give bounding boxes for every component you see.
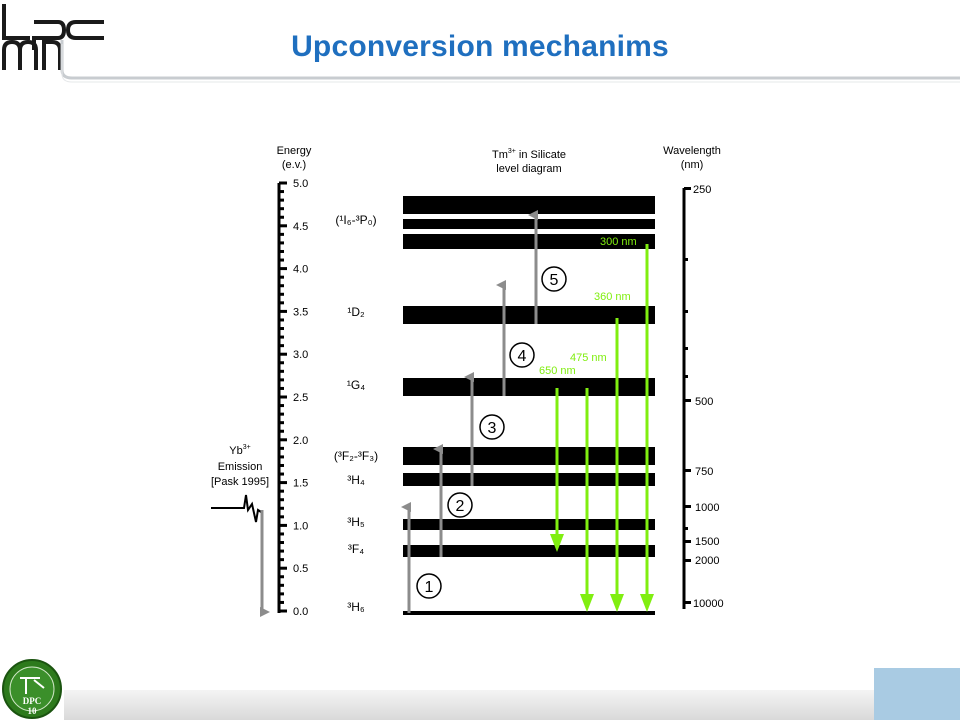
energy-minor-tick [279,464,284,467]
energy-major-tick [279,182,287,185]
energy-tick-label: 0.0 [293,606,309,618]
energy-major-tick [279,567,287,570]
level-label-3h6: ³H₆ [347,600,365,614]
energy-tick-label: 1.5 [293,477,309,490]
level-label-1g4: ¹G₄ [346,378,366,392]
energy-minor-tick [279,276,284,279]
energy-major-tick [279,267,287,270]
energy-minor-tick [279,284,284,287]
wavelength-axis-label: Wavelength [663,145,721,157]
energy-minor-tick [279,344,284,347]
energy-minor-tick [279,498,284,501]
diagram-title-host: in Silicate [515,149,567,161]
energy-minor-tick [279,550,284,553]
slide-title: Upconversion mechanims [291,30,669,63]
energy-minor-tick [279,558,284,561]
yb-emission-spectrum [211,495,261,522]
energy-tick-label: 5.0 [293,178,309,190]
energy-minor-tick [279,575,284,578]
energy-minor-tick [279,387,284,390]
energy-minor-tick [279,430,284,433]
energy-tick-label: 1.0 [293,520,309,533]
energy-major-tick [279,610,287,613]
wavelength-tick-1000: 1000 [695,502,720,514]
energy-minor-tick [279,413,284,416]
energy-minor-tick [279,592,284,595]
energy-minor-tick [279,370,284,373]
wavelength-tick-250: 250 [693,184,712,196]
level-label-3h5: ³H₅ [347,515,365,529]
yb-charge: 3+ [242,444,251,451]
energy-minor-tick [279,584,284,587]
energy-minor-tick [279,473,284,476]
energy-minor-tick [279,490,284,493]
wavelength-tick-2000: 2000 [695,555,720,567]
emission-label-650nm: 650 nm [539,365,576,377]
energy-major-tick [279,481,287,484]
step-number-3: 3 [487,420,497,437]
energy-minor-tick [279,404,284,407]
diagram-title [492,148,566,161]
energy-tick-label: 3.0 [293,349,309,362]
energy-minor-tick [279,327,284,330]
energy-minor-tick [279,532,284,535]
energy-minor-tick [279,216,284,219]
energy-minor-tick [279,336,284,339]
level-label-3f4: ³F₄ [347,542,365,556]
step-number-4: 4 [517,348,527,365]
step-number-1: 1 [424,579,434,596]
diagram-title-charge: 3+ [507,148,516,155]
energy-minor-tick [279,421,284,424]
footer-bar [64,690,960,720]
emission-label-475nm: 475 nm [570,352,607,364]
diagram-subtitle: level diagram [496,163,562,175]
emission-head-360nm [610,594,624,612]
badge-text-number: 10 [27,706,37,716]
yb-label-emission: Emission [217,461,263,473]
energy-tick-label: 4.5 [293,220,309,233]
emission-head-475nm [580,594,594,612]
emission-label-360nm: 360 nm [594,291,631,303]
energy-minor-tick [279,601,284,604]
wavelength-tick-1500: 1500 [695,536,720,548]
energy-tick-label: 4.0 [293,263,309,276]
energy-minor-tick [279,301,284,304]
energy-tick-label: 2.5 [293,392,309,404]
energy-axis-unit: (e.v.) [281,159,307,171]
step-number-5: 5 [549,272,559,289]
yb-label-ion [229,444,250,457]
wavelength-tick-500: 500 [695,396,714,408]
energy-minor-tick [279,259,284,262]
emission-head-300nm [640,594,654,612]
emission-label-300nm: 300 nm [600,236,637,248]
energy-tick-label: 0.5 [293,563,309,576]
level-bar-3h6 [403,611,655,615]
energy-major-tick [279,396,287,399]
energy-tick-label: 2.0 [293,434,309,447]
diagram-title-ion: Tm [491,149,508,161]
energy-minor-tick [279,378,284,381]
energy-minor-tick [279,233,284,236]
badge-text-dpc: DPC [22,696,42,706]
energy-minor-tick [279,455,284,458]
step-number-2: 2 [455,498,465,515]
energy-minor-tick [279,250,284,253]
wavelength-tick-10000: 10000 [693,598,724,610]
yb-ion: Yb [229,445,243,457]
level-label-3f2-3f3: (³F₂-³F₃) [333,449,379,463]
level-label-1i6-3p0: (¹I₆-³P₀) [335,213,377,227]
wavelength-tick-750: 750 [695,466,714,478]
level-bar-1i6-3p0-b [403,219,655,229]
energy-tick-label: 3.5 [293,306,309,319]
energy-minor-tick [279,515,284,518]
energy-minor-tick [279,199,284,202]
energy-major-tick [279,524,287,527]
energy-major-tick [279,224,287,227]
energy-minor-tick [279,318,284,321]
level-bar-1i6-3p0-a [403,196,655,214]
energy-minor-tick [279,241,284,244]
energy-major-tick [279,438,287,441]
energy-axis-label: Energy [276,145,312,157]
level-label-3h4: ³H₄ [347,473,365,487]
energy-minor-tick [279,541,284,544]
level-label-1d2: ¹D₂ [347,305,365,319]
energy-minor-tick [279,507,284,510]
energy-minor-tick [279,447,284,450]
wavelength-axis-unit: (nm) [680,159,704,171]
energy-minor-tick [279,293,284,296]
dpc-conference-badge [0,658,64,720]
energy-tick-labels [293,178,308,618]
energy-minor-tick [279,207,284,210]
footer-accent-block [874,668,960,720]
energy-minor-tick [279,190,284,193]
energy-major-tick [279,310,287,313]
energy-major-tick [279,353,287,356]
yb-label-reference: [Pask 1995] [210,476,270,488]
energy-minor-tick [279,361,284,364]
